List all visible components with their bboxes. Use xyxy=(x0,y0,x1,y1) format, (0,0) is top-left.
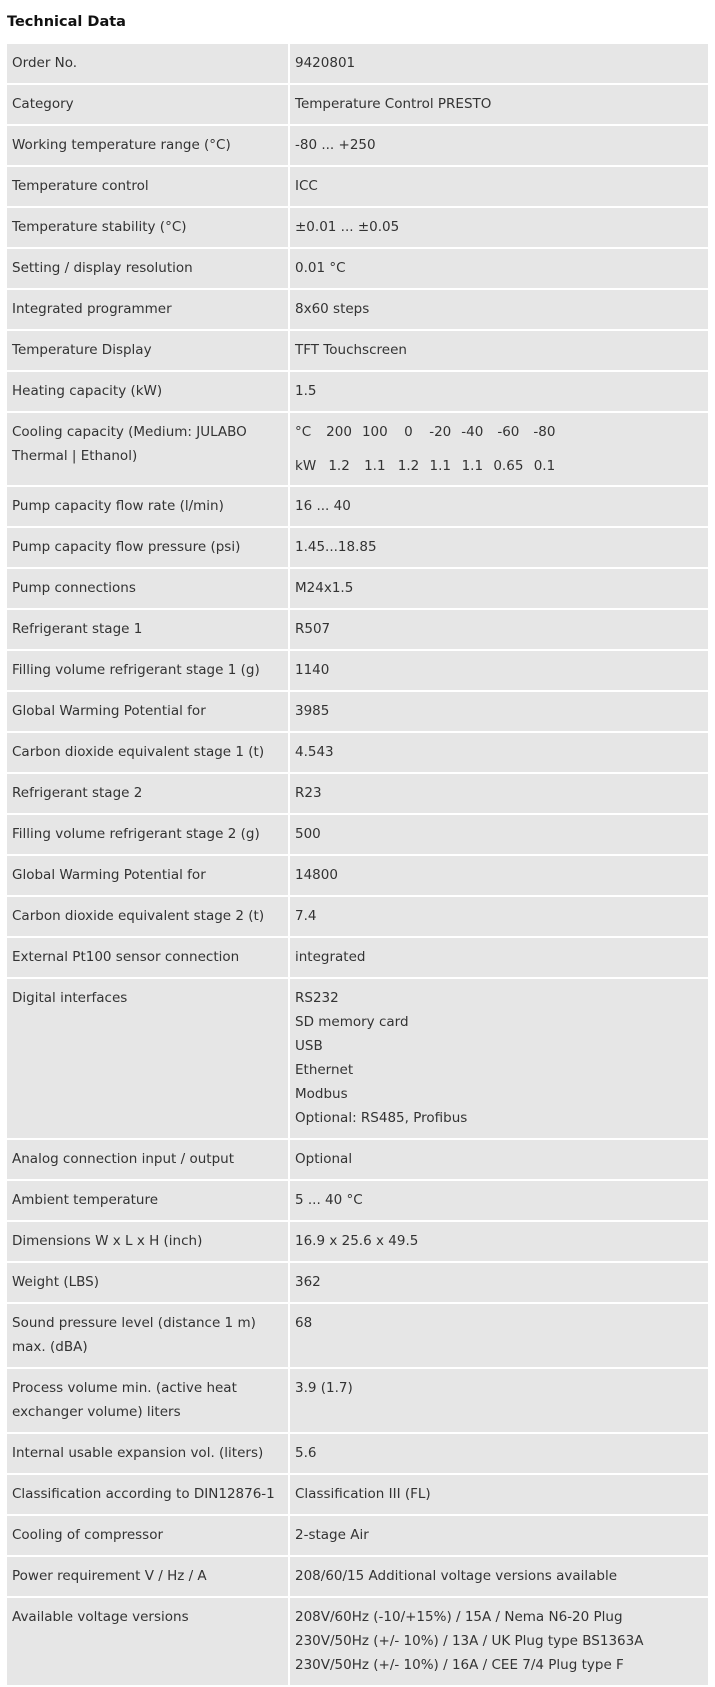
value-cell: 1.1 xyxy=(461,458,484,474)
technical-data-table xyxy=(7,42,708,1687)
spec-value: 3985 xyxy=(288,692,708,731)
technical-data-table-body xyxy=(7,44,708,1685)
spec-value: Temperature Control PRESTO xyxy=(288,85,708,124)
spec-value: 5 ... 40 °C xyxy=(288,1181,708,1220)
spec-row xyxy=(7,979,708,1138)
spec-value: M24x1.5 xyxy=(288,569,708,608)
spec-row xyxy=(7,1434,708,1473)
value-cell: 1.1 xyxy=(364,458,386,474)
spec-value: R507 xyxy=(288,610,708,649)
spec-row xyxy=(7,774,708,813)
spec-value: TFT Touchscreen xyxy=(288,331,708,370)
spec-label: Cooling capacity (Medium: JULABO Thermal | Ethanol) xyxy=(7,413,288,485)
value-cell: 0 xyxy=(404,424,413,440)
spec-row xyxy=(7,1557,708,1596)
spec-row xyxy=(7,651,708,690)
spec-row xyxy=(7,372,708,411)
value-cell: 100 xyxy=(361,424,388,440)
value-cell: 0.65 xyxy=(493,458,524,474)
spec-value-line: Ethernet xyxy=(295,1062,354,1078)
spec-label: Temperature control xyxy=(7,167,288,206)
spec-row xyxy=(7,1598,708,1685)
spec-label: Sound pressure level (distance 1 m) max. (dBA) xyxy=(7,1304,288,1367)
spec-label: Temperature stability (°C) xyxy=(7,208,288,247)
spec-label: Internal usable expansion vol. (liters) xyxy=(7,1434,288,1473)
spec-value-line: 208V/60Hz (-10/+15%) / 15A / Nema N6-20 Plug xyxy=(295,1609,623,1625)
spec-label: Setting / display resolution xyxy=(7,249,288,288)
spec-value: 500 xyxy=(288,815,708,854)
spec-label: Cooling of compressor xyxy=(7,1516,288,1555)
spec-label: Available voltage versions xyxy=(7,1598,288,1685)
spec-label: Heating capacity (kW) xyxy=(7,372,288,411)
spec-value: 3.9 (1.7) xyxy=(288,1369,708,1432)
spec-value-line: Optional: RS485, Profibus xyxy=(295,1110,468,1126)
spec-label: Refrigerant stage 1 xyxy=(7,610,288,649)
spec-row xyxy=(7,733,708,772)
spec-row xyxy=(7,815,708,854)
spec-label: Ambient temperature xyxy=(7,1181,288,1220)
spec-row xyxy=(7,1222,708,1261)
spec-value: 208/60/15 Additional voltage versions available xyxy=(288,1557,708,1596)
spec-value: 9420801 xyxy=(288,44,708,83)
spec-value: 0.01 °C xyxy=(288,249,708,288)
spec-value xyxy=(288,413,708,485)
spec-row xyxy=(7,938,708,977)
spec-label: Pump capacity flow rate (l/min) xyxy=(7,487,288,526)
spec-row xyxy=(7,1181,708,1220)
spec-row xyxy=(7,487,708,526)
spec-row xyxy=(7,1475,708,1514)
spec-label: Global Warming Potential for xyxy=(7,856,288,895)
spec-value-line: Modbus xyxy=(295,1086,348,1102)
spec-row xyxy=(7,856,708,895)
spec-value-line: SD memory card xyxy=(295,1014,409,1030)
spec-row xyxy=(7,1516,708,1555)
spec-label: Digital interfaces xyxy=(7,979,288,1138)
spec-label: Order No. xyxy=(7,44,288,83)
spec-value: 1140 xyxy=(288,651,708,690)
spec-row xyxy=(7,85,708,124)
spec-label: Filling volume refrigerant stage 1 (g) xyxy=(7,651,288,690)
spec-value: Optional xyxy=(288,1140,708,1179)
spec-label: Analog connection input / output xyxy=(7,1140,288,1179)
value-cell: -20 xyxy=(429,424,452,440)
spec-row xyxy=(7,1369,708,1432)
spec-label: Process volume min. (active heat exchanger volume) liters xyxy=(7,1369,288,1432)
section-title: Technical Data xyxy=(7,14,126,30)
spec-value-line: RS232 xyxy=(295,990,339,1006)
spec-label: Integrated programmer xyxy=(7,290,288,329)
spec-label: Carbon dioxide equivalent stage 1 (t) xyxy=(7,733,288,772)
spec-value: 5.6 xyxy=(288,1434,708,1473)
spec-label: Global Warming Potential for xyxy=(7,692,288,731)
spec-row xyxy=(7,413,708,485)
spec-value: 362 xyxy=(288,1263,708,1302)
spec-label: Pump connections xyxy=(7,569,288,608)
spec-label: Working temperature range (°C) xyxy=(7,126,288,165)
value-cell: 1.2 xyxy=(397,458,420,474)
spec-value: ICC xyxy=(288,167,708,206)
spec-row xyxy=(7,1304,708,1367)
spec-label: Dimensions W x L x H (inch) xyxy=(7,1222,288,1261)
spec-value: 14800 xyxy=(288,856,708,895)
spec-value: 68 xyxy=(288,1304,708,1367)
spec-row xyxy=(7,249,708,288)
spec-value: -80 ... +250 xyxy=(288,126,708,165)
spec-label: Filling volume refrigerant stage 2 (g) xyxy=(7,815,288,854)
spec-value-line: 230V/50Hz (+/- 10%) / 13A / UK Plug type BS1363A xyxy=(295,1633,644,1649)
spec-label: Pump capacity flow pressure (psi) xyxy=(7,528,288,567)
spec-value: 8x60 steps xyxy=(288,290,708,329)
value-cell: -60 xyxy=(497,424,520,440)
value-cell: 0.1 xyxy=(533,458,556,474)
spec-row xyxy=(7,692,708,731)
spec-value: 4.543 xyxy=(288,733,708,772)
spec-label: Power requirement V / Hz / A xyxy=(7,1557,288,1596)
spec-row xyxy=(7,569,708,608)
spec-value: 7.4 xyxy=(288,897,708,936)
spec-row xyxy=(7,126,708,165)
spec-value xyxy=(288,1598,708,1685)
spec-value: ±0.01 ... ±0.05 xyxy=(288,208,708,247)
value-cell: 200 xyxy=(326,424,352,440)
spec-label: Category xyxy=(7,85,288,124)
spec-row xyxy=(7,528,708,567)
spec-row xyxy=(7,331,708,370)
value-cell: 1.2 xyxy=(328,458,350,474)
spec-value: 16.9 x 25.6 x 49.5 xyxy=(288,1222,708,1261)
spec-value-line: 230V/50Hz (+/- 10%) / 16A / CEE 7/4 Plug type F xyxy=(295,1657,624,1673)
spec-row xyxy=(7,1140,708,1179)
cooling-capacity-table xyxy=(290,415,560,483)
spec-value xyxy=(288,979,708,1138)
spec-value: 2-stage Air xyxy=(288,1516,708,1555)
spec-value: 1.5 xyxy=(288,372,708,411)
spec-value: R23 xyxy=(288,774,708,813)
unit-cell: kW xyxy=(295,458,317,474)
spec-row xyxy=(7,897,708,936)
spec-label: Weight (LBS) xyxy=(7,1263,288,1302)
spec-value: 1.45...18.85 xyxy=(288,528,708,567)
cooling-capacity-row xyxy=(290,449,560,483)
spec-row xyxy=(7,1263,708,1302)
value-cell: 1.1 xyxy=(429,458,451,474)
spec-value-line: USB xyxy=(295,1038,323,1054)
cooling-temp-row xyxy=(290,415,560,449)
spec-label: External Pt100 sensor connection xyxy=(7,938,288,977)
spec-row xyxy=(7,290,708,329)
spec-label: Refrigerant stage 2 xyxy=(7,774,288,813)
spec-label: Temperature Display xyxy=(7,331,288,370)
value-cell: -80 xyxy=(533,424,556,440)
spec-label: Classification according to DIN12876-1 xyxy=(7,1475,288,1514)
spec-row xyxy=(7,610,708,649)
spec-row xyxy=(7,44,708,83)
spec-value: integrated xyxy=(288,938,708,977)
spec-label: Carbon dioxide equivalent stage 2 (t) xyxy=(7,897,288,936)
spec-row xyxy=(7,167,708,206)
spec-value: Classification III (FL) xyxy=(288,1475,708,1514)
spec-row xyxy=(7,208,708,247)
unit-cell: °C xyxy=(295,424,312,440)
spec-value: 16 ... 40 xyxy=(288,487,708,526)
value-cell: -40 xyxy=(461,424,484,440)
